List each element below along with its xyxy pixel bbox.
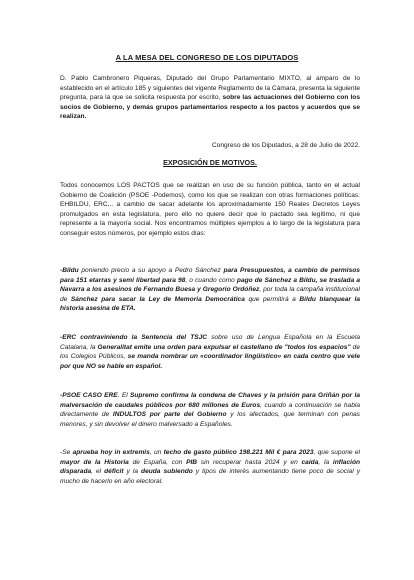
item-bildu-d: , a cambio de permisos para 151 etarras y semi libertad para 98 (60, 267, 360, 284)
item-gasto-a: -Se (60, 449, 73, 456)
item-psoe-c: Supremo confirma la condena de Chaves y la prisión para Griñán por la malversación de caudales públicos por 680 millones de Euros (60, 392, 360, 409)
item-gasto-h: PIB (186, 458, 198, 466)
item-erc-d: de los Colegios Públicos, (60, 343, 360, 361)
item-bildu-j: que permitirá a (244, 295, 300, 303)
section-subtitle (60, 158, 360, 169)
item-bildu-c: para Presupuestos (223, 267, 284, 274)
item-gasto-f: mayor de la Historia (60, 458, 129, 466)
item-erc (60, 333, 360, 371)
intro-question-subject: sobre las actuaciones del Gobierno con los socios de Gobierno, y demás grupos parlamentarios respecto a los pactos y acuerdos que se realizan. (60, 94, 361, 121)
item-gasto-g: de España, con (128, 458, 187, 466)
item-gasto-q: y tipos de interés aumentando tiene poco de social y mucho de hacerlo en año electoral. (60, 468, 360, 485)
item-psoe-d: , cuando a continuación se habla directamente de (60, 401, 360, 419)
item-psoe-e: INDULTOS por parte del Gobierno (112, 411, 227, 419)
item-gasto-m: , el (91, 468, 105, 476)
item-psoe (60, 391, 360, 429)
item-gasto-c: , un (149, 449, 164, 456)
item-erc-e: se manda nombrar un «coordinador lingüístico» en cada centro que vele por que NO se hable en español. (60, 353, 361, 370)
item-bildu (60, 266, 360, 314)
item-gasto-o: y la (123, 468, 142, 476)
intro-paragraph (60, 74, 360, 122)
date-line: Congreso de los Diputados, a 28 de Julio de 2022. (211, 142, 360, 149)
document-title: A LA MESA DEL CONGRESO DE LOS DIPUTADOS (115, 53, 299, 62)
item-gasto-d: techo de gasto público 198.221 Mil € para 2023 (163, 449, 314, 456)
item-gasto-p: deuda subiendo (141, 468, 193, 476)
item-erc-b: sobre uso de Lengua Española en la Escuela Catalana, la (60, 334, 360, 351)
item-bildu-e: , o cuando como (185, 276, 237, 284)
body-paragraph: Todos conocemos LOS PACTOS que se realizan en uso de su función pública, tanto en el actual Gobierno de Coalición (PSOE -Podemos), como los que se realizan con otras formaciones políticas: EHBILDU, ERC,.. a cambio de sacar adelante los aproximadamente 150 Reales Decretos Leyes promulgados en esta legislatura, pero ello no quiere decir que lo pactado sea legítimo, ni que represente a la mayoría social. Nos encontramos múltiples ejemplos a lo largo de la legislatura para conseguir estos números, por ejemplo estos días: (60, 182, 360, 237)
item-erc-a: -ERC contraviniendo la Sentencia del TSJC (60, 334, 208, 341)
item-gasto-j: caída (301, 458, 319, 466)
item-gasto-l: inflación disparada (60, 458, 360, 476)
item-bildu-f: pago de Sánchez a Bildu (236, 276, 316, 284)
subtitle-text: EXPOSICIÓN DE MOTIVOS. (163, 158, 257, 167)
item-psoe-b: . El (117, 392, 130, 399)
item-gasto (60, 448, 360, 486)
item-bildu-h: , por toda la campaña institucional de (60, 286, 360, 303)
intro-text: D. Pablo Cambronero Piqueras, Diputado del Grupo Parlamentario MIXTO, al amparo de lo establecido en el artículo 185 y siguientes del vigente Reglamento de la Cámara, presenta la siguiente pregunta, para la que se solicita respuesta por escrito, (60, 75, 360, 102)
item-gasto-k: , la (318, 458, 333, 466)
item-psoe-a: -PSOE CASO ERE (60, 392, 118, 399)
item-erc-c: Generalitat emite una orden para expulsar el castellano de "todos los espacios" (97, 343, 351, 351)
item-bildu-i: Sánchez para sacar la Ley de Memoria Democrática (70, 295, 245, 303)
item-gasto-i: sin recuperar hasta 2024 y en (197, 458, 302, 466)
item-bildu-a: -Bildu (60, 267, 79, 274)
item-bildu-b: poniendo precio a su apoyo a Pedro Sánchez (78, 267, 224, 274)
item-psoe-f: y los afectados, que terminan con penas menores, y sin devolver el dinero malversado a Españoles. (60, 411, 360, 428)
item-gasto-e: , que supone el (313, 449, 360, 456)
item-gasto-b: aprueba hoy in extremis (72, 449, 150, 456)
item-gasto-n: déficit (104, 468, 124, 476)
item-bildu-k: Bildu blanquear la historia asesina de ETA. (60, 295, 360, 313)
item-bildu-g: , se traslada a Navarra a los asesinos de Fernando Buesa y Gregorio Ordóñez (60, 276, 360, 294)
